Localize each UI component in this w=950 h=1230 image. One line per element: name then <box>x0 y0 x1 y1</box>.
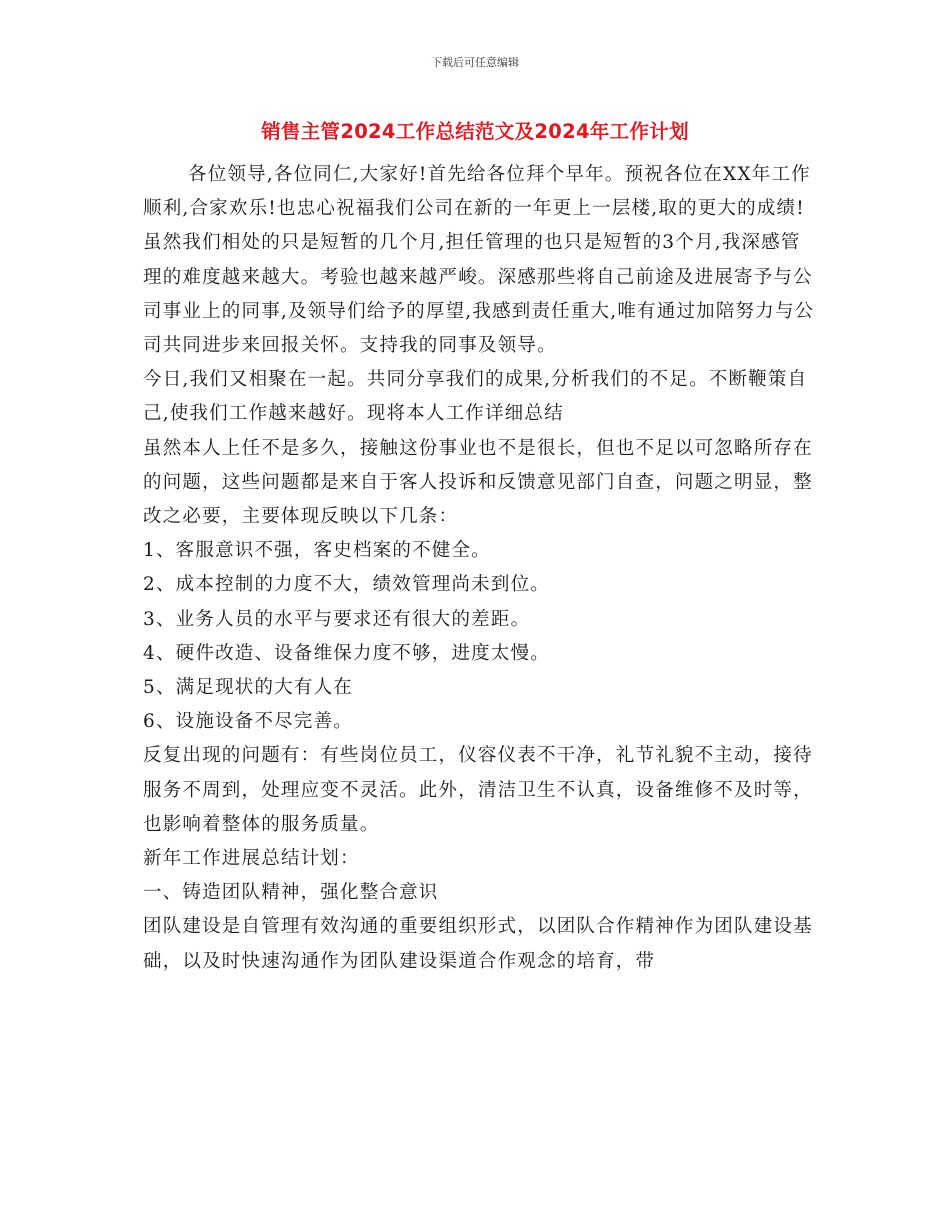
list-item: 1、客服意识不强，客史档案的不健全。 <box>143 540 491 562</box>
section-heading: 一、铸造团队精神，强化整合意识 <box>143 882 439 904</box>
list-item: 2、成本控制的力度不大，绩效管理尚未到位。 <box>143 574 550 596</box>
list-item: 6、设施设备不尽完善。 <box>143 711 353 733</box>
paragraph: 各位领导,各位同仁,大家好!首先给各位拜个早年。预祝各位在XX年工作顺利,合家欢乐!也忠心祝福我们公司在新的一年更上一层楼,取的更大的成绩! <box>143 164 811 220</box>
list-item: 5、满足现状的大有人在 <box>143 677 353 699</box>
document-title: 销售主管2024工作总结范文及2024年工作计划 <box>261 120 689 143</box>
page-header: 下载后可任意编辑 <box>431 56 519 69</box>
section-heading: 新年工作进展总结计划： <box>143 848 360 870</box>
list-item: 3、业务人员的水平与要求还有很大的差距。 <box>143 608 531 630</box>
paragraph: 反复出现的问题有：有些岗位员工，仪容仪表不干净，礼节礼貌不主动，接待服务不周到，处理应变不灵活。此外，清洁卫生不认真，设备维修不及时等，也影响着整体的服务质量。 <box>143 745 813 835</box>
paragraph: 今日,我们又相聚在一起。共同分享我们的成果,分析我们的不足。不断鞭策自己,使我们工作越来越好。现将本人工作详细总结 <box>143 369 808 425</box>
paragraph: 团队建设是自管理有效沟通的重要组织形式，以团队合作精神作为团队建设基础，以及时快速沟通作为团队建设渠道合作观念的培育，带 <box>143 916 813 972</box>
paragraph: 虽然我们相处的只是短暂的几个月,担任管理的也只是短暂的3个月,我深感管理的难度越来越大。考验也越来越严峻。深感那些将自己前途及进展寄予与公司事业上的同事,及领导们给予的厚望,我感到责任重大,唯有通过加陪努力与公司共同进步来回报关怀。支持我的同事及领导。 <box>143 232 815 357</box>
document-body <box>143 158 815 979</box>
paragraph: 虽然本人上任不是多久，接触这份事业也不是很长，但也不足以可忽略所存在的问题，这些问题都是来自于客人投诉和反馈意见部门自查，问题之明显，整改之必要，主要体现反映以下几条： <box>143 437 813 528</box>
list-item: 4、硬件改造、设备维保力度不够，进度太慢。 <box>143 642 550 664</box>
